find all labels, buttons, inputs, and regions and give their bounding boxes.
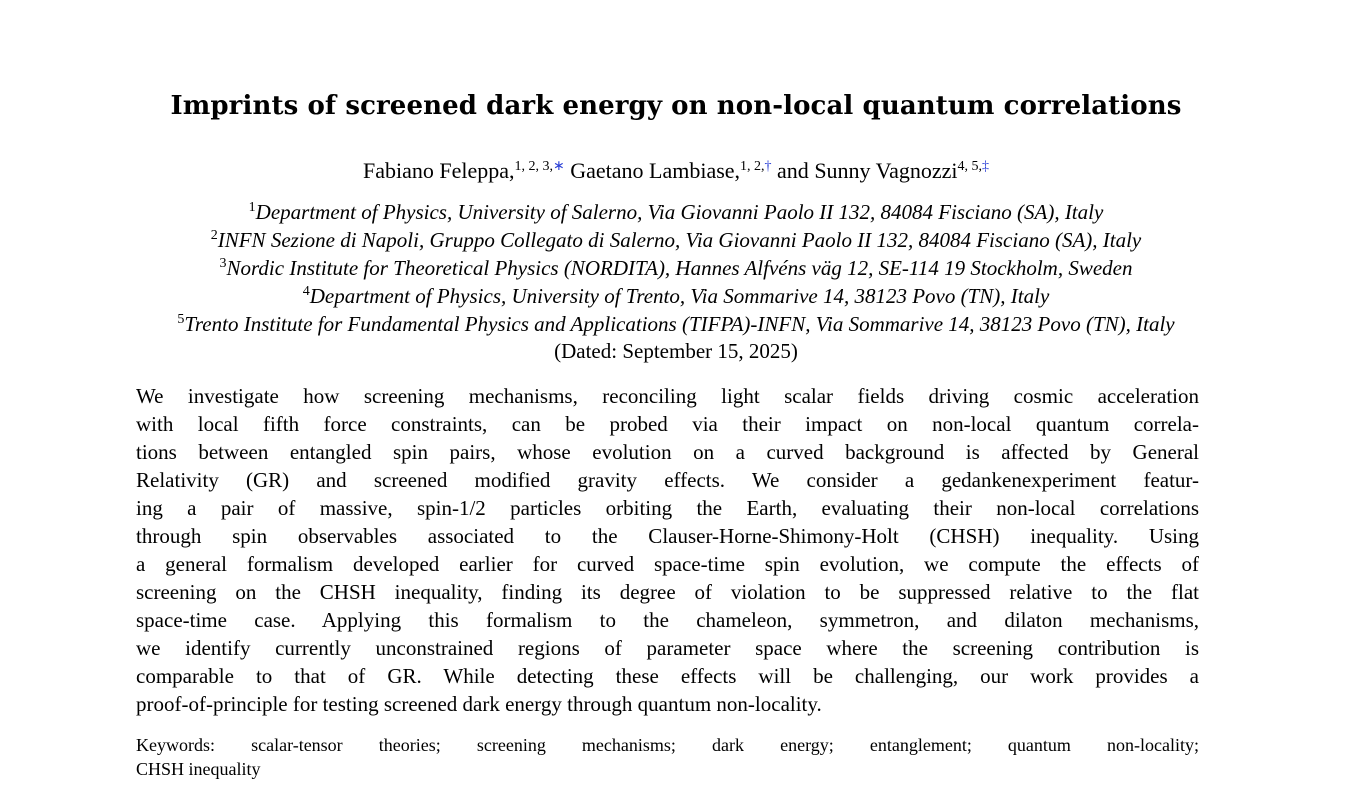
author-affiliation-numbers: 1, 2,: [740, 159, 765, 174]
abstract: [136, 382, 1199, 718]
footnote-mark-link[interactable]: †: [764, 159, 772, 174]
affiliation: [0, 254, 1352, 282]
keywords: [136, 733, 1199, 781]
affiliation-number: 3: [219, 256, 227, 271]
abstract-line: through spin observables associated to the Clauser-Horne-Shimony-Holt (CHSH) inequality. Using: [136, 524, 1199, 548]
footnote-mark-link[interactable]: ∗: [553, 159, 565, 174]
abstract-line: space-time case. Applying this formalism to the chameleon, symmetron, and dilaton mechanisms,: [136, 608, 1199, 632]
affiliation-number: 4: [302, 284, 310, 299]
affiliation-text: INFN Sezione di Napoli, Gruppo Collegato di Salerno, Via Giovanni Paolo II 132, 84084 Fisciano (SA), Italy: [217, 228, 1142, 252]
affiliation-text: Department of Physics, University of Salerno, Via Giovanni Paolo II 132, 84084 Fisciano (SA), Italy: [255, 200, 1104, 224]
author-name: Sunny Vagnozzi: [814, 158, 958, 183]
author-name: Fabiano Feleppa,: [362, 158, 515, 183]
author-affiliation-numbers: 1, 2, 3,: [514, 159, 553, 174]
affiliation: [0, 282, 1352, 310]
date-line: (Dated: September 15, 2025): [554, 339, 798, 363]
keywords-line: CHSH inequality: [136, 759, 261, 779]
abstract-line: a general formalism developed earlier for curved space-time spin evolution, we compute the effects of: [136, 552, 1199, 576]
affiliation: [0, 198, 1352, 226]
author-list: [0, 156, 1352, 186]
affiliation-text: Nordic Institute for Theoretical Physics (NORDITA), Hannes Alfvéns väg 12, SE-114 19 Stockholm, Sweden: [226, 256, 1133, 280]
affiliation-number: 1: [248, 200, 256, 215]
affiliation: [0, 310, 1352, 338]
keywords-line: Keywords: scalar-tensor theories; screening mechanisms; dark energy; entanglement; quantum non-locality;: [136, 735, 1199, 755]
affiliation-text: Department of Physics, University of Trento, Via Sommarive 14, 38123 Povo (TN), Italy: [309, 284, 1050, 308]
affiliation-text: Trento Institute for Fundamental Physics and Applications (TIFPA)-INFN, Via Sommarive 14, 38123 Povo (TN), Italy: [184, 312, 1175, 336]
author-separator: and: [771, 158, 815, 183]
abstract-line: We investigate how screening mechanisms, reconciling light scalar fields driving cosmic acceleration: [136, 384, 1199, 408]
abstract-line: ing a pair of massive, spin-1/2 particles orbiting the Earth, evaluating their non-local correlations: [136, 496, 1199, 520]
abstract-line: comparable to that of GR. While detecting these effects will be challenging, our work provides a: [136, 664, 1199, 688]
affiliation: [0, 226, 1352, 254]
affiliation-list: [0, 198, 1352, 338]
author-affiliation-numbers: 4, 5,: [957, 159, 983, 174]
author-name: Gaetano Lambiase,: [570, 158, 741, 183]
abstract-line: with local fifth force constraints, can be probed via their impact on non-local quantum correla-: [136, 412, 1199, 436]
abstract-line: proof-of-principle for testing screened dark energy through quantum non-locality.: [136, 692, 822, 716]
affiliation-number: 2: [210, 228, 218, 243]
abstract-line: Relativity (GR) and screened modified gravity effects. We consider a gedankenexperiment featur-: [136, 468, 1199, 492]
abstract-line: tions between entangled spin pairs, whose evolution on a curved background is affected by General: [136, 440, 1199, 464]
paper-title: Imprints of screened dark energy on non-local quantum correlations: [170, 91, 1182, 121]
footnote-mark-link[interactable]: ‡: [982, 159, 990, 174]
abstract-line: screening on the CHSH inequality, finding its degree of violation to be suppressed relative to the flat: [136, 580, 1199, 604]
affiliation-number: 5: [177, 312, 185, 327]
abstract-line: we identify currently unconstrained regions of parameter space where the screening contribution is: [136, 636, 1199, 660]
